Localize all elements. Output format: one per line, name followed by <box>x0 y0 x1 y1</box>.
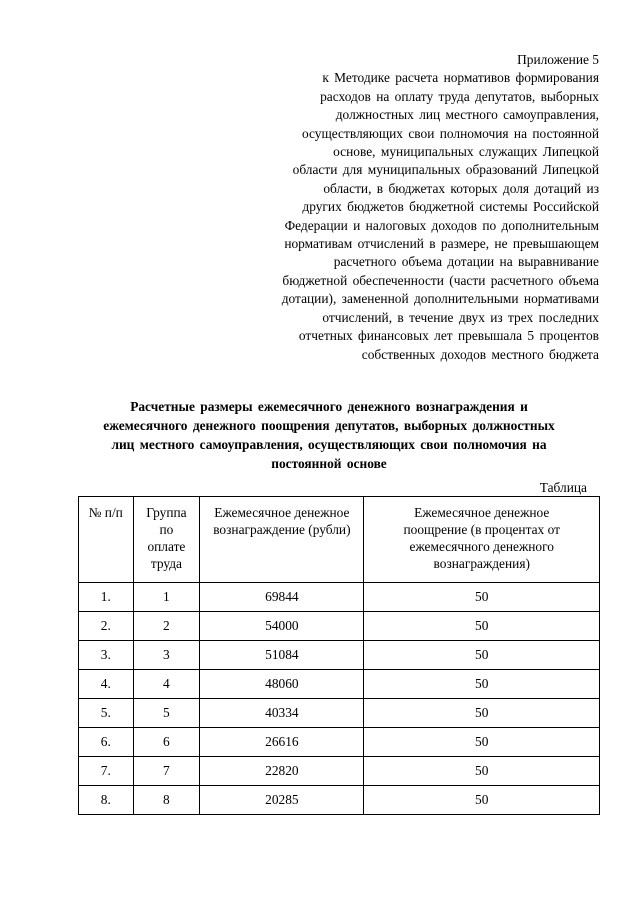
cell-bonus: 50 <box>364 641 600 670</box>
table-header-row <box>79 497 600 583</box>
appendix-line: отчислений, в течение двух из трех последних <box>322 309 599 325</box>
cell-number: 3. <box>79 641 134 670</box>
appendix-line: расходов на оплату труда депутатов, выборных <box>320 88 599 104</box>
appendix-note <box>225 51 599 364</box>
cell-bonus: 50 <box>364 699 600 728</box>
table-row <box>79 786 600 815</box>
appendix-line: отчетных финансовых лет превышала 5 процентов <box>298 328 599 344</box>
cell-remuneration: 54000 <box>200 612 364 641</box>
table-row <box>79 641 600 670</box>
cell-remuneration: 20285 <box>200 786 364 815</box>
cell-group: 1 <box>133 583 200 612</box>
appendix-line: бюджетной обеспеченности (части расчетного объема <box>282 272 599 288</box>
cell-remuneration: 26616 <box>200 728 364 757</box>
cell-remuneration: 40334 <box>200 699 364 728</box>
cell-group: 3 <box>133 641 200 670</box>
table-row <box>79 699 600 728</box>
appendix-line: собственных доходов местного бюджета <box>361 346 599 362</box>
appendix-line: должностных лиц местного самоуправления, <box>335 107 599 123</box>
cell-bonus: 50 <box>364 786 600 815</box>
header-monthly-bonus: Ежемесячное денежное поощрение (в процентах от ежемесячного денежного вознаграждения) <box>364 497 600 583</box>
appendix-line: других бюджетов бюджетной системы Российской <box>302 199 599 215</box>
title-line: Расчетные размеры ежемесячного денежного вознаграждения и <box>130 399 528 414</box>
table-row <box>79 728 600 757</box>
header-pay-group: Группа по оплате труда <box>133 497 200 583</box>
appendix-line: нормативам отчислений в размере, не превышающем <box>284 236 599 252</box>
document-title <box>62 397 596 473</box>
appendix-line: области, в бюджетах которых доля дотаций из <box>323 180 599 196</box>
cell-bonus: 50 <box>364 612 600 641</box>
cell-number: 8. <box>79 786 134 815</box>
table-row <box>79 583 600 612</box>
cell-bonus: 50 <box>364 757 600 786</box>
title-line: лиц местного самоуправления, осуществляющих свои полномочия на <box>111 437 547 452</box>
cell-number: 5. <box>79 699 134 728</box>
cell-group: 2 <box>133 612 200 641</box>
cell-remuneration: 51084 <box>200 641 364 670</box>
appendix-line: осуществляющих свои полномочия на постоянной <box>301 125 599 141</box>
header-monthly-remuneration: Ежемесячное денежное вознаграждение (рубли) <box>200 497 364 583</box>
title-line: ежемесячного денежного поощрения депутатов, выборных должностных <box>103 418 555 433</box>
appendix-line: Приложение 5 <box>517 52 599 67</box>
table-row <box>79 670 600 699</box>
cell-bonus: 50 <box>364 583 600 612</box>
remuneration-table <box>78 496 600 815</box>
appendix-line: Федерации и налоговых доходов по дополнительным <box>284 217 599 233</box>
cell-remuneration: 48060 <box>200 670 364 699</box>
cell-number: 7. <box>79 757 134 786</box>
cell-group: 5 <box>133 699 200 728</box>
appendix-line: основе, муниципальных служащих Липецкой <box>333 144 599 160</box>
cell-bonus: 50 <box>364 670 600 699</box>
cell-group: 7 <box>133 757 200 786</box>
table-label: Таблица <box>539 480 587 495</box>
cell-group: 6 <box>133 728 200 757</box>
title-line: постоянной основе <box>271 456 387 471</box>
cell-bonus: 50 <box>364 728 600 757</box>
appendix-line: дотации), замененной дополнительными нормативами <box>281 291 599 307</box>
appendix-line: области для муниципальных образований Липецкой <box>292 162 599 178</box>
cell-remuneration: 69844 <box>200 583 364 612</box>
cell-group: 4 <box>133 670 200 699</box>
cell-number: 4. <box>79 670 134 699</box>
cell-number: 6. <box>79 728 134 757</box>
appendix-line: расчетного объема дотации на выравнивание <box>333 254 599 270</box>
table-row <box>79 757 600 786</box>
cell-group: 8 <box>133 786 200 815</box>
cell-number: 1. <box>79 583 134 612</box>
appendix-line: к Методике расчета нормативов формирования <box>322 70 599 86</box>
table-row <box>79 612 600 641</box>
cell-remuneration: 22820 <box>200 757 364 786</box>
header-number: № п/п <box>79 497 134 583</box>
cell-number: 2. <box>79 612 134 641</box>
